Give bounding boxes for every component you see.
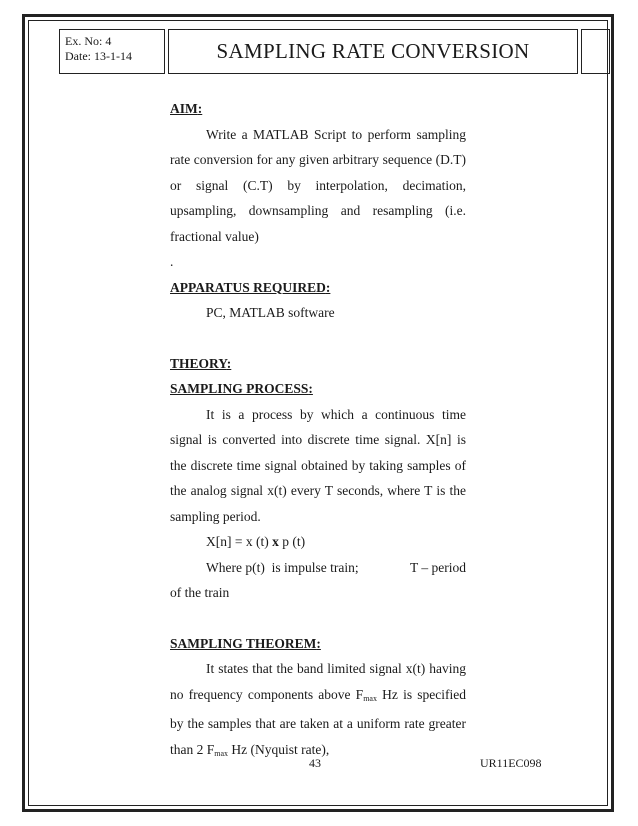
theory-heading: THEORY: <box>170 355 232 371</box>
apparatus-heading: APPARATUS REQUIRED: <box>170 279 331 295</box>
sampling-theorem-text: It states that the band limited signal x(t) having no frequency components above $F_{max}$ Hz is specified by the samples that are taken at a uniform rate greater than 2 $F_{max}$ Hz (Nyquist rate), <box>170 661 466 758</box>
sampling-equation: X[n] = x (t) x p (t) <box>206 534 306 549</box>
stray-dot: . <box>170 254 174 269</box>
sampling-process-heading: SAMPLING PROCESS: <box>170 381 313 396</box>
page-title: SAMPLING RATE CONVERSION <box>216 39 530 63</box>
header-blank-box <box>581 29 610 74</box>
document-body <box>170 96 466 766</box>
impulse-train-cont: of the train <box>170 585 230 600</box>
sampling-process-text: It is a process by which a continuous time signal is converted into discrete time signal. X[n] is the discrete time signal obtained by taking samples of the analog signal x(t) every T seconds, where T is the sampling period. <box>170 406 466 524</box>
impulse-train-line: Where p(t) is impulse train; T – period <box>206 559 466 575</box>
experiment-info-box <box>59 29 165 74</box>
page-number: 43 <box>309 756 321 770</box>
aim-heading: AIM: <box>170 101 203 116</box>
experiment-date: Date: 13-1-14 <box>65 49 132 63</box>
apparatus-text: PC, MATLAB software <box>206 305 335 320</box>
aim-text: Write a MATLAB Script to perform sampling rate conversion for any given arbitrary sequence (D.T) or signal (C.T) by interpolation, decimation, upsampling, downsampling and resampling (i.e. fractional value) <box>170 126 466 244</box>
sampling-theorem-heading: SAMPLING THEOREM: <box>170 635 321 651</box>
experiment-number: Ex. No: 4 <box>65 34 112 48</box>
page-title-box <box>168 29 578 74</box>
register-number: UR11EC098 <box>480 756 542 770</box>
